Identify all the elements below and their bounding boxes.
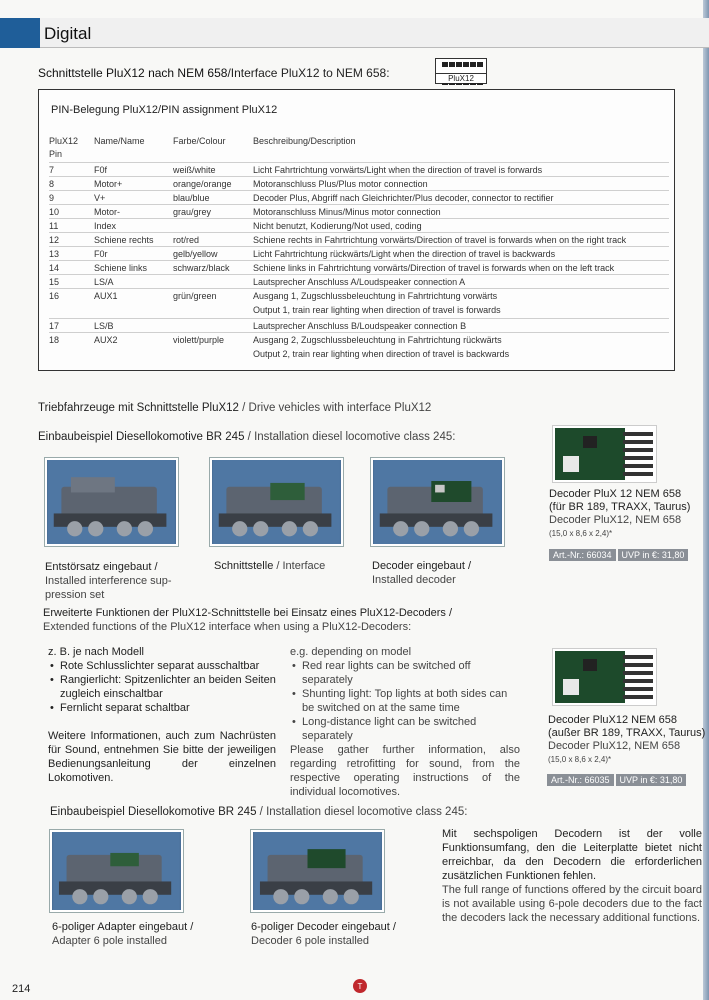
table-row: 13 F0r gelb/yellow Licht Fahrtrichtung rückwärts/Light when the direction of travel is backwards <box>49 246 669 247</box>
caption-interface: Schnittstelle / Interface <box>214 560 326 572</box>
decoder-info-66035: Decoder PluX12 NEM 658 (außer BR 189, TRAXX, Taurus) Decoder PluX12, NEM 658 (15,0 x 8,6 x 2,4)* <box>548 714 706 764</box>
caption-decoder: Decoder eingebaut / Installed decoder <box>372 560 472 586</box>
plux12-connector-icon <box>435 58 487 84</box>
table-row: 14 Schiene links schwarz/black Schiene links in Fahrtrichtung vorwärts/Direction of travel is forwards when on the left track <box>49 260 669 261</box>
table-row: 8 Motor+ orange/orange Motoranschluss Plus/Plus motor connection <box>49 176 669 177</box>
sixpole-note: Mit sechspoligen Decodern ist der volle Funktionsumfang, den die Leiterplatte bietet nicht erreichbar, da den Decodern die erforderlichen zusätzlichen Funktionen fehlen. The full range of functions offered by the circuit board is not available using 6-pole decoders due to the fact the decoders lack the necessary additional functions. <box>442 828 702 924</box>
table-row: 9 V+ blau/blue Decoder Plus, Abgriff nach Gleichrichter/Plus decoder, connector to rectifier <box>49 190 669 191</box>
table-row: 10 Motor- grau/grey Motoranschluss Minus/Minus motor connection <box>49 204 669 205</box>
loco-image-6pole-decoder <box>251 830 384 912</box>
caption-interference: Entstörsatz eingebaut / Installed interference sup- pression set <box>45 561 172 601</box>
table-row: 7 F0f weiß/white Licht Fahrtrichtung vorwärts/Light when the direction of travel is forwards <box>49 162 669 163</box>
loco-image-adapter <box>50 830 183 912</box>
loco-image-decoder <box>371 458 504 546</box>
price-tag-66035: Art.-Nr.: 66035 UVP in €: 31,80 <box>547 774 688 786</box>
page-number: 214 <box>12 983 31 995</box>
tillig-logo <box>335 978 385 994</box>
extended-functions-heading: Erweiterte Funktionen der PluX12-Schnittstelle bei Einsatz eines PluX12-Decoders / Extended functions of the PluX12 interface when using a PluX12-Decoders: <box>43 607 453 633</box>
svg-text:T: T <box>357 982 363 991</box>
table-row: 11 Index Nicht benutzt, Kodierung/Not used, coding <box>49 218 669 219</box>
loco-image-interference <box>45 458 178 546</box>
pin-assignment-table <box>38 89 675 371</box>
functions-en: e.g. depending on model • Red rear lights can be switched off separately • Shunting light: Top lights at both sides can be switched on at the same time • Long-distance light can be switched separately Please gather further information, also regarding retrofitting for sound, from the respective operating instructions of the individual locomotives. <box>290 645 520 799</box>
table-row: 17 LS/B Lautsprecher Anschluss B/Loudspeaker connection B <box>49 318 669 319</box>
price-tag-66034: Art.-Nr.: 66034 UVP in €: 31,80 <box>549 549 690 561</box>
table-row: 18 AUX2 violett/purple Ausgang 2, Zugschlussbeleuchtung in Fahrtrichtung rückwärts Output 2, train rear lighting when direction of travel is backwards <box>49 332 669 360</box>
vehicles-heading: Triebfahrzeuge mit Schnittstelle PluX12 / Drive vehicles with interface PluX12 <box>38 402 432 414</box>
caption-adapter: 6-poliger Adapter eingebaut / Adapter 6 pole installed <box>52 921 194 947</box>
loco-image-interface <box>210 458 343 546</box>
table-row: 16 AUX1 grün/green Ausgang 1, Zugschlussbeleuchtung in Fahrtrichtung vorwärts Output 1, train rear lighting when direction of travel is forwards <box>49 288 669 316</box>
header-desc: Beschreibung/Description <box>253 136 356 146</box>
header-name: Name/Name <box>94 136 145 146</box>
table-row: 15 LS/A Lautsprecher Anschluss A/Loudspeaker connection A <box>49 274 669 275</box>
install-heading-1: Einbaubeispiel Diesellokomotive BR 245 / Installation diesel locomotive class 245: <box>38 431 456 443</box>
section-tab <box>0 18 40 48</box>
header-pin: PluX12 Pin <box>49 136 79 159</box>
interface-title-de: Schnittstelle PluX12 nach NEM 658 <box>38 66 228 80</box>
install-heading-2: Einbaubeispiel Diesellokomotive BR 245 / Installation diesel locomotive class 245: <box>50 806 468 818</box>
section-title: Digital <box>40 18 709 48</box>
functions-de: z. B. je nach Modell • Rote Schlusslichter separat ausschaltbar • Rangierlicht: Spitzenlichter an beiden Seiten zugleich einschaltbar • Fernlicht separat schaltbar Weitere Informationen, auch zum Nachrüsten für Sound, entnehmen Sie bitte der jeweiligen Bedienungsanleitung der einzelnen Lokomotiven. <box>48 645 276 785</box>
connector-label: PluX12 <box>436 73 486 83</box>
decoder-info-66034: Decoder PluX 12 NEM 658 (für BR 189, TRAXX, Taurus) Decoder PluX12, NEM 658 (15,0 x 8,6 x 2,4)* <box>549 488 691 538</box>
interface-title <box>38 66 390 80</box>
interface-title-en: /Interface PluX12 to NEM 658: <box>227 66 390 80</box>
table-row: 12 Schiene rechts rot/red Schiene rechts in Fahrtrichtung vorwärts/Direction of travel is forwards when on the right track <box>49 232 669 233</box>
decoder-image-66035 <box>552 648 657 706</box>
caption-6pole-decoder: 6-poliger Decoder eingebaut / Decoder 6 pole installed <box>251 921 396 947</box>
pin-table-title: PIN-Belegung PluX12/PIN assignment PluX12 <box>51 104 278 116</box>
header-colour: Farbe/Colour <box>173 136 226 146</box>
decoder-image-66034 <box>552 425 657 483</box>
